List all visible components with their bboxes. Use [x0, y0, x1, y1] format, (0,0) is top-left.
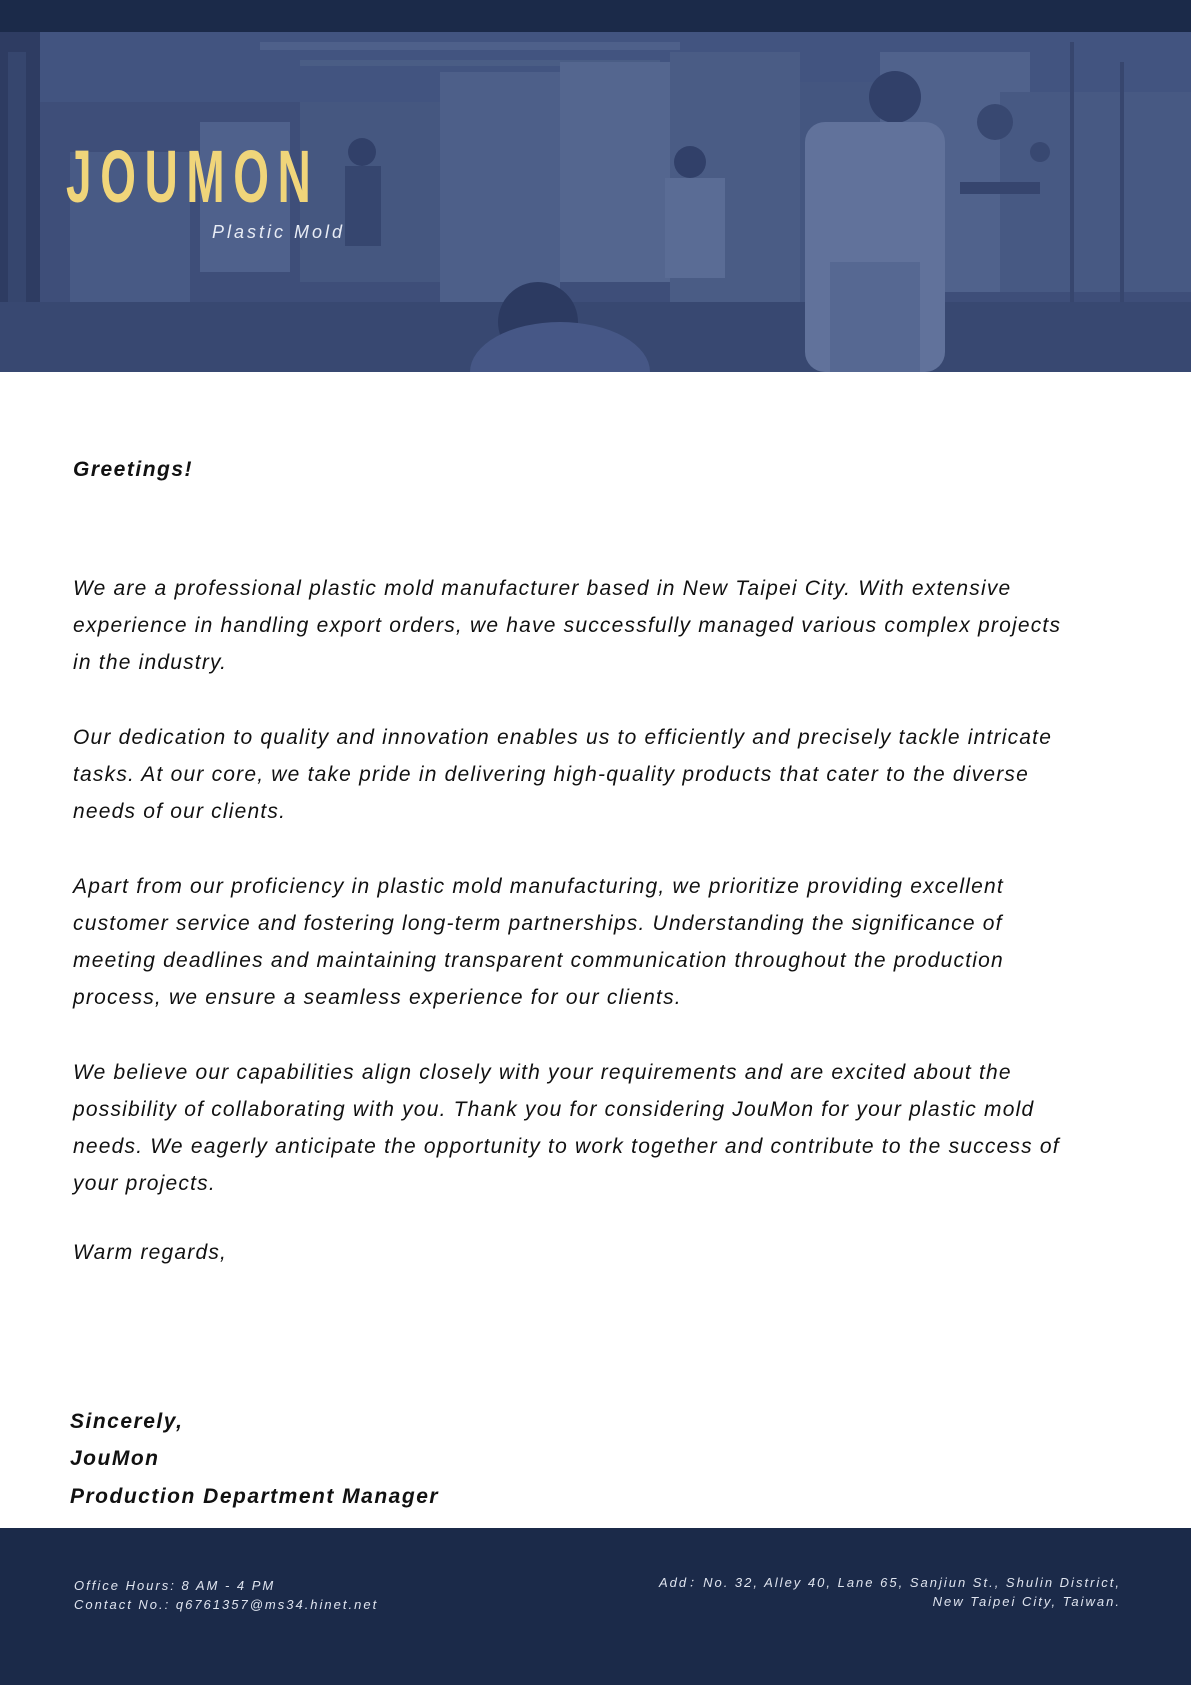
brand-logo-text: JOUMON [66, 135, 320, 218]
top-bar [0, 0, 1191, 32]
hero-banner [0, 32, 1191, 372]
footer [0, 1528, 1191, 1685]
address-line-2: New Taipei City, Taiwan. [932, 1594, 1121, 1609]
signer-title: Production Department Manager [70, 1485, 440, 1508]
paragraph-quality: Our dedication to quality and innovation enables us to efficiently and precisely tackle intricate tasks. At our core, we take pride in delivering high-quality products that cater to the diverse needs of our clients. [73, 726, 1053, 823]
signer-name: JouMon [70, 1447, 160, 1470]
greeting: Greetings! [73, 458, 194, 481]
footer-left [74, 1576, 378, 1614]
paragraph-service: Apart from our proficiency in plastic mold manufacturing, we prioritize providing excellent customer service and fostering long-term partnerships. Understanding the significance of meeting deadlines and maintaining transparent communication throughout the production process, we ensure a seamless experience for our clients. [73, 875, 1004, 1009]
paragraph-intro: We are a professional plastic mold manufacturer based in New Taipei City. With extensive experience in handling export orders, we have successfully managed various complex projects in the industry. [73, 577, 1062, 674]
address-line-1: Add：No. 32, Alley 40, Lane 65, Sanjiun St., Shulin District, [658, 1575, 1121, 1590]
footer-right [659, 1573, 1121, 1611]
office-hours: Office Hours: 8 AM - 4 PM [74, 1578, 276, 1593]
closing-line: Warm regards, [73, 1241, 228, 1264]
paragraph-collaboration: We believe our capabilities align closely with your requirements and are excited about the possibility of collaborating with you. Thank you for considering JouMon for your plastic mold needs. We eagerly anticipate the opportunity to work together and contribute to the success of your projects. [73, 1061, 1060, 1195]
contact-email: Contact No.: q6761357@ms34.hinet.net [74, 1597, 379, 1612]
signoff: Sincerely, [70, 1410, 184, 1433]
brand-tagline: Plastic Mold [212, 222, 346, 242]
